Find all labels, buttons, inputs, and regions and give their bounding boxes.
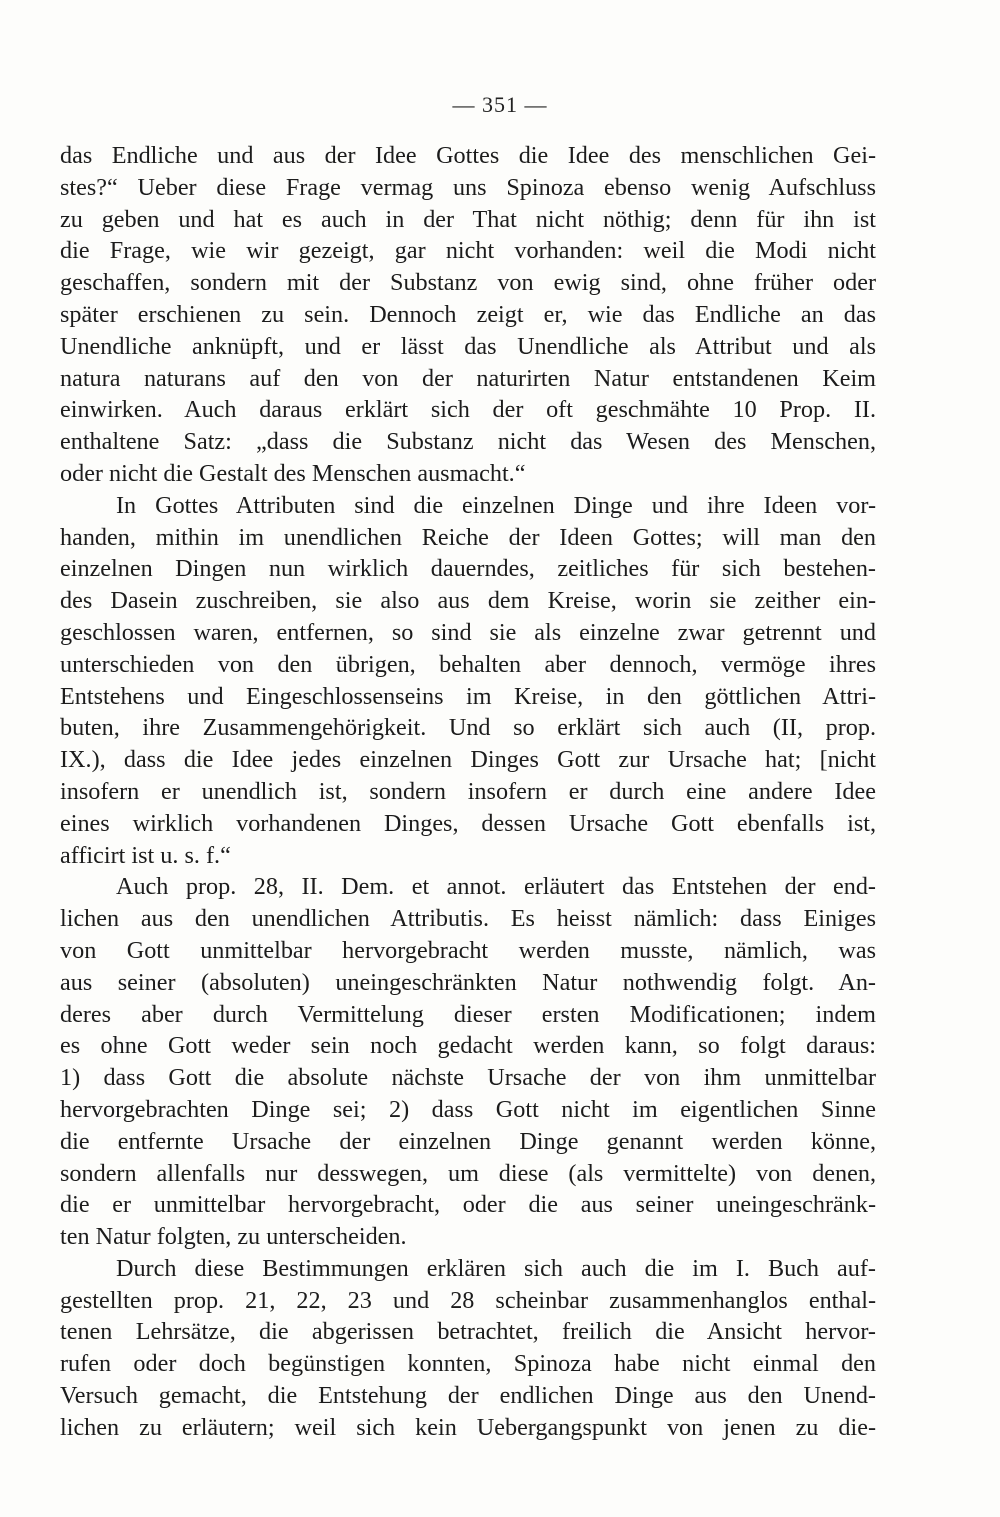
text-line: natura naturans auf den von der naturirten Natur entstandenen Keim (60, 364, 876, 392)
paragraph-2 (60, 490, 876, 872)
text-line: Entstehens und Eingeschlossenseins im Kreise, in den göttlichen Attri- (60, 682, 876, 710)
text-line: tenen Lehrsätze, die abgerissen betrachtet, freilich die Ansicht hervor- (60, 1318, 876, 1346)
text-line: buten, ihre Zusammengehörigkeit. Und so erklärt sich auch (II, prop. (60, 714, 876, 742)
text-line: von Gott unmittelbar hervorgebracht werden musste, nämlich, was (60, 936, 876, 964)
text-line: die er unmittelbar hervorgebracht, oder die aus seiner uneingeschränk- (60, 1191, 876, 1219)
page-number: — 351 — (452, 92, 548, 117)
text-line: geschaffen, sondern mit der Substanz von ewig sind, ohne früher oder (60, 269, 876, 297)
text-line: sondern allenfalls nur desswegen, um diese (als vermittelte) von denen, (60, 1159, 876, 1187)
text-line: insofern er unendlich ist, sondern insofern er durch eine andere Idee (60, 777, 876, 805)
text-line: des Dasein zuschreiben, sie also aus dem Kreise, worin sie zeither ein- (60, 587, 876, 615)
text-line: deres aber durch Vermittelung dieser ersten Modificationen; indem (60, 1000, 876, 1028)
paragraph-4 (60, 1253, 876, 1444)
text-line: stes?“ Ueber diese Frage vermag uns Spinoza ebenso wenig Aufschluss (60, 173, 876, 201)
text-line: In Gottes Attributen sind die einzelnen Dinge und ihre Ideen vor- (116, 491, 876, 519)
text-line: 1) dass Gott die absolute nächste Ursache der von ihm unmittelbar (60, 1064, 876, 1092)
text-line: gestellten prop. 21, 22, 23 und 28 scheinbar zusammenhanglos enthal- (60, 1286, 876, 1314)
text-line: die entfernte Ursache der einzelnen Dinge genannt werden könne, (60, 1127, 876, 1155)
text-line: handen, mithin im unendlichen Reiche der Ideen Gottes; will man den (60, 523, 876, 551)
text-line: aus seiner (absoluten) uneingeschränkten Natur nothwendig folgt. An- (60, 968, 876, 996)
body-text (60, 140, 876, 1444)
text-line: rufen oder doch begünstigen konnten, Spinoza habe nicht einmal den (60, 1350, 876, 1378)
text-line: später erschienen zu sein. Dennoch zeigt er, wie das Endliche an das (60, 300, 876, 328)
paragraph-3 (60, 871, 876, 1253)
text-line: zu geben und hat es auch in der That nicht nöthig; denn für ihn ist (60, 205, 876, 233)
text-line: unterschieden von den übrigen, behalten aber dennoch, vermöge ihres (60, 650, 876, 678)
text-line: Unendliche anknüpft, und er lässt das Unendliche als Attribut und als (60, 332, 876, 360)
text-line: einwirken. Auch daraus erklärt sich der oft geschmähte 10 Prop. II. (60, 396, 876, 424)
text-line: lichen zu erläutern; weil sich kein Uebergangspunkt von jenen zu die- (60, 1413, 876, 1441)
text-line: hervorgebrachten Dinge sei; 2) dass Gott nicht im eigentlichen Sinne (60, 1095, 876, 1123)
text-line: IX.), dass die Idee jedes einzelnen Dinges Gott zur Ursache hat; [nicht (60, 746, 876, 774)
text-line: enthaltene Satz: „dass die Substanz nicht das Wesen des Menschen, (60, 428, 876, 456)
text-line: die Frage, wie wir gezeigt, gar nicht vorhanden: weil die Modi nicht (60, 237, 876, 265)
text-line: lichen aus den unendlichen Attributis. Es heisst nämlich: dass Einiges (60, 905, 876, 933)
text-line: Versuch gemacht, die Entstehung der endlichen Dinge aus den Unend- (60, 1382, 876, 1410)
text-line: es ohne Gott weder sein noch gedacht werden kann, so folgt daraus: (60, 1032, 876, 1060)
text-line: Auch prop. 28, II. Dem. et annot. erläutert das Entstehen der end- (116, 873, 876, 901)
text-line: einzelnen Dingen nun wirklich dauerndes, zeitliches für sich bestehen- (60, 555, 876, 583)
text-line: geschlossen waren, entfernen, so sind sie als einzelne zwar getrennt und (60, 618, 876, 646)
text-line: eines wirklich vorhandenen Dinges, dessen Ursache Gott ebenfalls ist, (60, 809, 876, 837)
text-line: Durch diese Bestimmungen erklären sich auch die im I. Buch auf- (116, 1254, 876, 1282)
text-line: afficirt ist u. s. f.“ (60, 841, 231, 869)
paragraph-1 (60, 140, 876, 490)
text-line: ten Natur folgten, zu unterscheiden. (60, 1223, 407, 1251)
text-line: oder nicht die Gestalt des Menschen ausmacht.“ (60, 459, 526, 487)
text-line: das Endliche und aus der Idee Gottes die Idee des menschlichen Gei- (60, 142, 876, 169)
